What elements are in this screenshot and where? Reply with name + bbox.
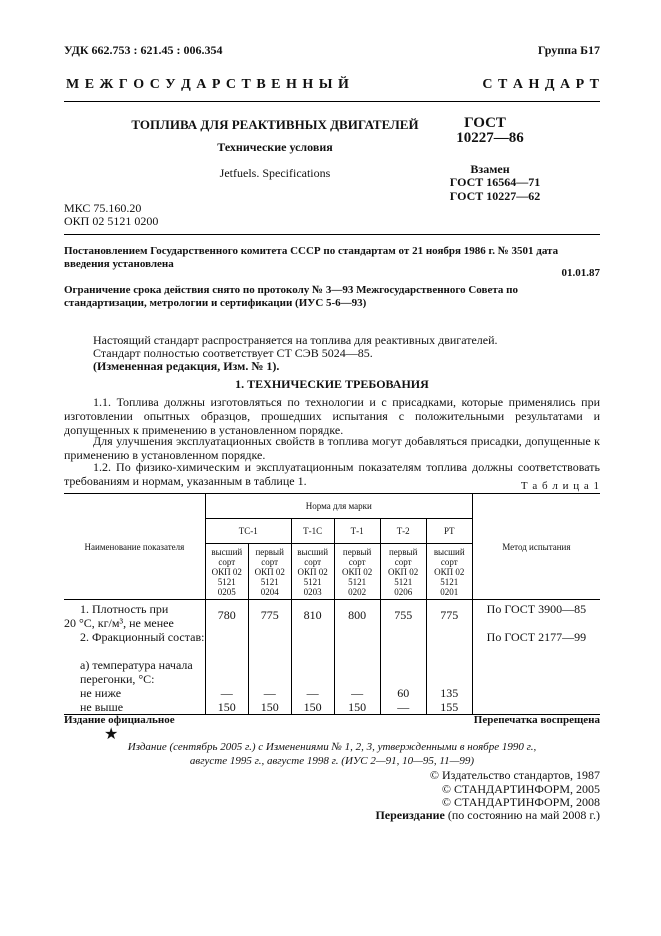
brand-t2: Т-2 <box>380 519 426 544</box>
table-cell: 155 <box>426 700 472 715</box>
intro-edition-note: (Измененная редакция, Изм. № 1). <box>93 359 280 373</box>
edition-line-1: Издание (сентябрь 2005 г.) с Изменениями № 1, 2, 3, утвержденными в ноябре 1990 г., <box>127 741 537 753</box>
row-indicator: не ниже <box>80 686 122 700</box>
official-edition: Издание официальное <box>64 714 175 726</box>
table-cell: — <box>291 686 334 700</box>
table-cell: — <box>380 700 426 715</box>
gost-label: ГОСТ <box>464 115 506 131</box>
copyright-2005: © СТАНДАРТИНФОРМ, 2005 <box>441 782 600 796</box>
copyright-1987: © Издательство стандартов, 1987 <box>429 768 600 782</box>
okp-code: ОКП 02 5121 0200 <box>64 214 159 228</box>
group-code: Группа Б17 <box>537 43 600 57</box>
paragraph-1-2: 1.2. По физико-химическим и эксплуатационным показателям топлива должны соответствовать требованиям и нормам, указанным в таблице 1. <box>64 460 600 488</box>
norm-header: Норма для марки <box>205 494 472 519</box>
table-cell: — <box>334 686 380 700</box>
table-cell: 755 <box>380 600 426 631</box>
decree-date: 01.01.87 <box>561 267 600 279</box>
paragraph-additives: Для улучшения эксплуатационных свойств в топлива могут добавляться присадки, допущенные к применению в установленном порядке. <box>64 434 600 462</box>
table-cell: 150 <box>291 700 334 715</box>
replaces-gost-1: ГОСТ 16564—71 <box>449 175 541 189</box>
grade-cell: первый сорт ОКП 02 5121 0206 <box>380 544 426 600</box>
table-cell: 60 <box>380 686 426 700</box>
brand-t1: Т-1 <box>334 519 380 544</box>
edition-line-2: августе 1995 г., августе 1998 г. (ИУС 2—91, 10—95, 11—99) <box>189 755 475 767</box>
intro-line-1: Настоящий стандарт распространяется на топлива для реактивных двигателей. <box>93 333 498 347</box>
doc-subtitle: Технические условия <box>217 140 333 154</box>
reissue-label: Переиздание <box>375 808 445 822</box>
table-cell: — <box>205 686 248 700</box>
row-indicator: не выше <box>80 700 124 714</box>
table-1 <box>64 493 600 715</box>
table-cell: 775 <box>248 600 291 631</box>
table-cell: 800 <box>334 600 380 631</box>
reissue-text: (по состоянию на май 2008 г.) <box>447 808 600 822</box>
brand-t1s: Т-1С <box>291 519 334 544</box>
grade-cell: высший сорт ОКП 02 5121 0203 <box>291 544 334 600</box>
reissue-note <box>375 808 600 822</box>
brand-rt: РТ <box>426 519 472 544</box>
doc-english-title: Jetfuels. Specifications <box>219 166 331 180</box>
reprint-prohibited: Перепечатка воспрещена <box>473 714 600 726</box>
replaces-gost-2: ГОСТ 10227—62 <box>449 189 541 203</box>
udk-code: УДК 662.753 : 621.45 : 006.354 <box>64 43 223 57</box>
section-heading: 1. ТЕХНИЧЕСКИЕ ТРЕБОВАНИЯ <box>235 377 429 391</box>
table-cell: 780 <box>205 600 248 631</box>
copyright-2008: © СТАНДАРТИНФОРМ, 2008 <box>441 795 600 809</box>
brand-ts1: ТС-1 <box>205 519 291 544</box>
decree-text: Постановлением Государственного комитета СССР по стандартам от 21 ноября 1986 г. № 3501 дата введения установлена <box>64 245 559 270</box>
grade-cell: первый сорт ОКП 02 5121 0204 <box>248 544 291 600</box>
table-cell: 150 <box>248 700 291 715</box>
header-rule <box>64 101 600 102</box>
table-cell: — <box>248 686 291 700</box>
col-indicator-header: Наименование показателя <box>64 494 205 600</box>
row-indicator: 1. Плотность при 20 °С, кг/м³, не менее <box>64 602 174 630</box>
mks-code: МКС 75.160.20 <box>64 201 142 215</box>
limitation-text: Ограничение срока действия снято по протоколу № 3—93 Межгосударственного Совета по стандартизации, метрологии и сертификации (ИУС 5-6—93) <box>64 284 518 309</box>
interstate-word: М Е Ж Г О С У Д А Р С Т В Е Н Н Ы Й <box>66 77 350 92</box>
grade-cell: высший сорт ОКП 02 5121 0201 <box>426 544 472 600</box>
row-indicator: 2. Фракционный состав: <box>80 630 205 644</box>
method-cell: По ГОСТ 3900—85 <box>472 600 600 631</box>
table-cell: 775 <box>426 600 472 631</box>
star-icon: ★ <box>104 726 119 743</box>
row-indicator: а) температура начала перегонки, °С: <box>80 658 193 686</box>
table-cell: 135 <box>426 686 472 700</box>
table-caption: Т а б л и ц а 1 <box>520 480 600 492</box>
grade-cell: высший сорт ОКП 02 5121 0205 <box>205 544 248 600</box>
col-method-header: Метод испытания <box>472 494 600 600</box>
table-cell: 810 <box>291 600 334 631</box>
title-rule <box>64 234 600 235</box>
table-cell: 150 <box>205 700 248 715</box>
standard-word: С Т А Н Д А Р Т <box>482 77 600 92</box>
intro-line-2: Стандарт полностью соответствует СТ СЭВ 5024—85. <box>93 346 373 360</box>
replaces-label: Взамен <box>470 162 510 176</box>
table-cell: 150 <box>334 700 380 715</box>
doc-title: ТОПЛИВА ДЛЯ РЕАКТИВНЫХ ДВИГАТЕЛЕЙ <box>131 117 419 132</box>
paragraph-1-1: 1.1. Топлива должны изготовляться по технологии и с присадками, которые применялись при изготовлении опытных образцов, прошедших испытания с положительными результатами и допущенных к применению в установленном порядке. <box>64 395 600 437</box>
grade-cell: первый сорт ОКП 02 5121 0202 <box>334 544 380 600</box>
method-cell: По ГОСТ 2177—99 <box>472 630 600 658</box>
gost-number: 10227—86 <box>456 130 524 146</box>
